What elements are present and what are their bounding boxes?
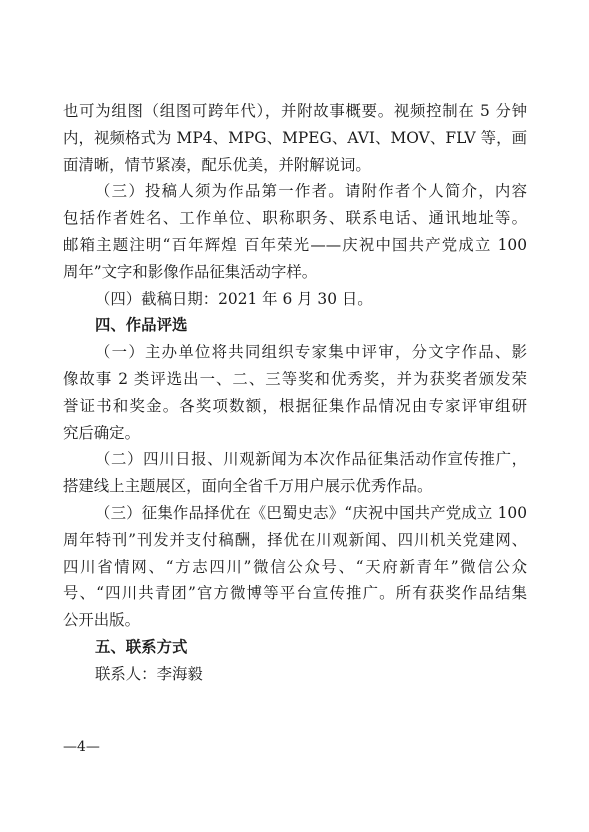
contact-line: 联系人：李海毅 — [95, 664, 203, 683]
section-heading: 五、联系方式 — [95, 637, 188, 656]
paragraph-line: 誉证书和奖金。各奖项数额，根据征集作品情况由专家评审组研 — [63, 396, 527, 415]
paragraph-line: （二）四川日报、川观新闻为本次作品征集活动作宣传推广， — [95, 450, 527, 469]
document-body — [63, 98, 527, 688]
paragraph-line: 公开出版。 — [63, 611, 140, 630]
paragraph-line: 内，视频格式为 MP4、MPG、MPEG、AVI、MOV、FLV 等，画 — [63, 128, 527, 147]
paragraph-line: 周年”文字和影像作品征集活动字样。 — [63, 262, 318, 281]
paragraph-line: 包括作者姓名、工作单位、职称职务、联系电话、通讯地址等。 — [63, 209, 527, 228]
paragraph-line: 究后确定。 — [63, 423, 140, 442]
paragraph-line: 邮箱主题注明“百年辉煌 百年荣光——庆祝中国共产党成立 100 — [63, 235, 527, 254]
paragraph-line: （一）主办单位将共同组织专家集中评审，分文字作品、影 — [95, 343, 527, 362]
paragraph-line: 搭建线上主题展区，面向全省千万用户展示优秀作品。 — [63, 477, 433, 496]
paragraph-line: 面清晰，情节紧凑，配乐优美，并附解说词。 — [63, 155, 371, 174]
paragraph-line: 周年特刊”刊发并支付稿酬，择优在川观新闻、四川机关党建网、 — [63, 530, 527, 549]
section-heading: 四、作品评选 — [95, 316, 188, 335]
paragraph-line: 四川省情网、“方志四川”微信公众号、“天府新青年”微信公众 — [63, 557, 527, 576]
paragraph-line: 号、“四川共青团”官方微博等平台宣传推广。所有获奖作品结集 — [63, 584, 527, 603]
paragraph-line: （三）征集作品择优在《巴蜀史志》“庆祝中国共产党成立 100 — [95, 503, 527, 522]
paragraph-line: （三）投稿人须为作品第一作者。请附作者个人简介，内容 — [95, 182, 527, 201]
paragraph-line: 像故事 2 类评选出一、二、三等奖和优秀奖，并为获奖者颁发荣 — [63, 369, 527, 388]
paragraph-line: 也可为组图（组图可跨年代），并附故事概要。视频控制在 5 分钟 — [63, 102, 527, 120]
paragraph-line: （四）截稿日期：2021 年 6 月 30 日。 — [95, 289, 373, 308]
page-number: —4— — [63, 739, 100, 755]
